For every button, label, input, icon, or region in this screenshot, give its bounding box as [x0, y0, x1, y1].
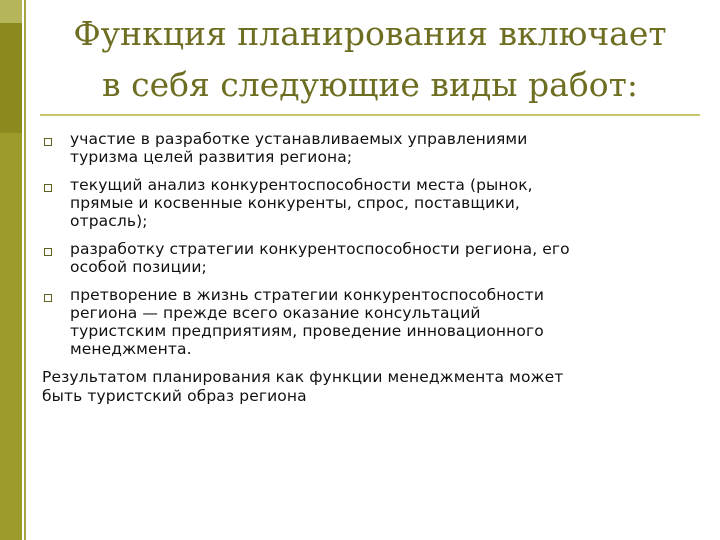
bullet-item: [42, 176, 702, 230]
slide-body: [42, 130, 702, 406]
conclusion-text: Результатом планирования как функции менеджмента может быть туристский образ региона: [42, 368, 564, 405]
sidebar-middle-block: [0, 23, 22, 133]
sidebar-top-block: [0, 0, 22, 23]
title-underline: [40, 114, 700, 116]
square-bullet-icon: [44, 248, 52, 256]
sidebar-bottom-block: [0, 133, 22, 540]
left-decorative-bar: [0, 0, 28, 540]
slide-title: Функция планирования включает в себя следующие виды работ:: [73, 14, 667, 104]
bullet-text: текущий анализ конкурентоспособности места (рынок, прямые и косвенные конкуренты, спрос, поставщики, отрасль);: [70, 176, 533, 230]
bullet-item: [42, 130, 702, 166]
bullet-text: участие в разработке устанавливаемых управлениями туризма целей развития региона;: [70, 130, 528, 166]
sidebar-divider-line: [24, 0, 26, 540]
bullet-item: [42, 240, 702, 276]
bullet-text: разработку стратегии конкурентоспособности региона, его особой позиции;: [70, 240, 570, 276]
square-bullet-icon: [44, 138, 52, 146]
square-bullet-icon: [44, 294, 52, 302]
bullet-item: [42, 286, 702, 358]
square-bullet-icon: [44, 184, 52, 192]
bullet-text: претворение в жизнь стратегии конкурентоспособности региона — прежде всего оказание консультаций туристским предприятиям, проведение инновационного менеджмента.: [70, 286, 544, 358]
